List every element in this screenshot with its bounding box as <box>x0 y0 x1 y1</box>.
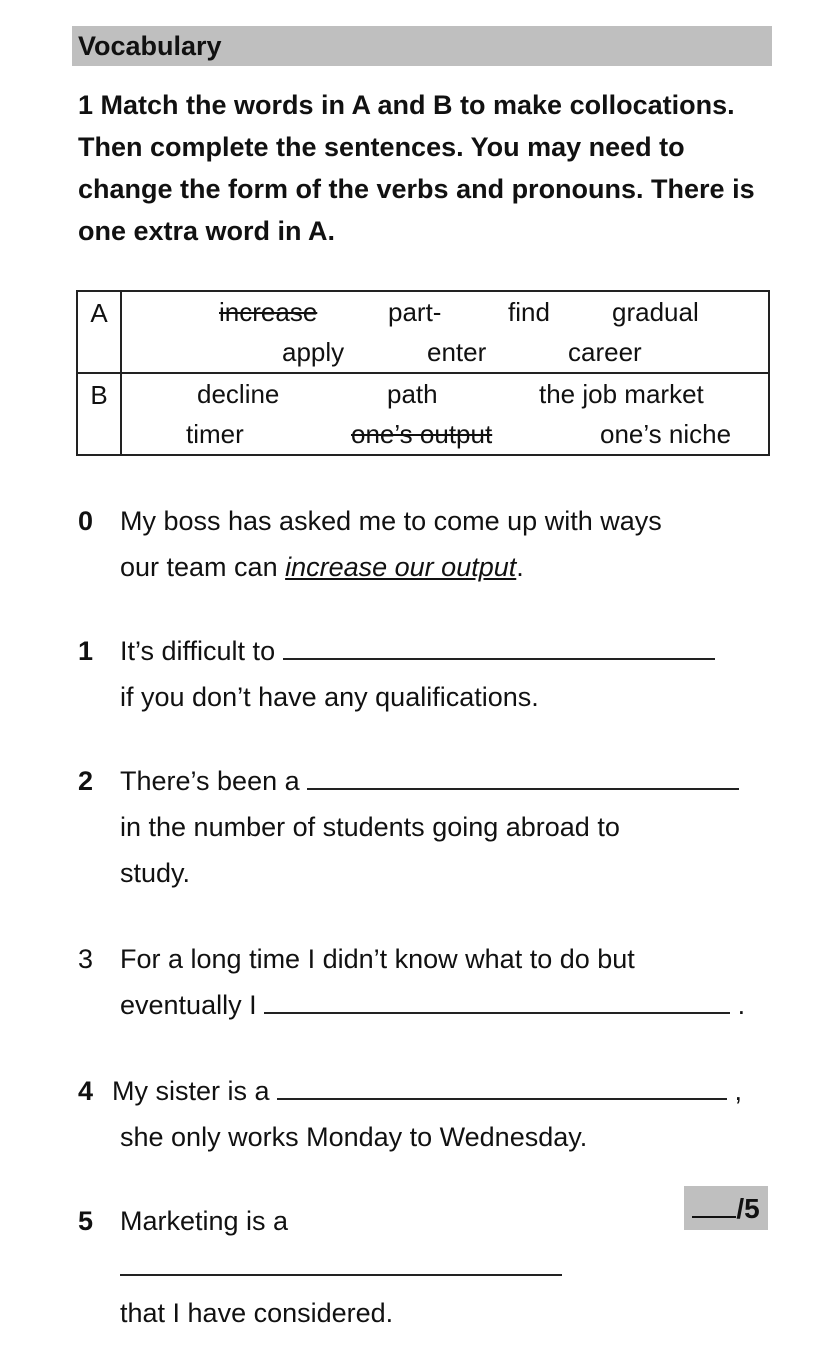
answer-blank[interactable] <box>120 1246 562 1276</box>
question-number: 4 <box>78 1076 94 1106</box>
question-number: 3 <box>78 944 94 974</box>
question-number: 2 <box>78 766 94 796</box>
question-text: It’s difficult to <box>120 636 283 666</box>
column-a-label: A <box>77 291 121 373</box>
question-text: . <box>730 990 746 1020</box>
score-box <box>684 1186 768 1230</box>
question-text: eventually I <box>120 990 265 1020</box>
answer-blank[interactable] <box>283 630 715 660</box>
word-a-1: part- <box>388 297 442 327</box>
word-a-2: find <box>508 297 550 327</box>
word-b-5: one’s niche <box>600 419 732 449</box>
question-text: . <box>516 552 524 582</box>
question-text: if you don’t have any qualifications. <box>120 682 539 712</box>
word-a-0: increase <box>219 297 318 327</box>
question-text: My boss has asked me to come up with ways <box>120 506 662 536</box>
question-number: 1 <box>78 636 94 666</box>
column-b-words <box>121 373 769 455</box>
question-text: in the number of students going abroad to <box>120 812 620 842</box>
word-b-4: one’s output <box>351 419 493 449</box>
question-text: Marketing is a <box>120 1206 289 1236</box>
answer-blank[interactable] <box>277 1070 727 1100</box>
word-box-row-a <box>77 291 769 373</box>
word-a-3: gradual <box>612 297 699 327</box>
question-text: For a long time I didn’t know what to do but <box>120 944 635 974</box>
question-text: that I have considered. <box>120 1298 394 1328</box>
answer-blank[interactable] <box>264 984 730 1014</box>
word-a-6: career <box>568 337 642 367</box>
section-title: Vocabulary <box>72 26 772 66</box>
question-text: our team can <box>120 552 286 582</box>
question-text: she only works Monday to Wednesday. <box>120 1122 588 1152</box>
word-b-0: decline <box>197 379 280 409</box>
word-box-row-b <box>77 373 769 455</box>
score-blank[interactable] <box>692 1186 736 1218</box>
question-text: My sister is a <box>112 1076 278 1106</box>
column-b-label: B <box>77 373 121 455</box>
question-text: There’s been a <box>120 766 308 796</box>
question-number: 0 <box>78 506 94 536</box>
word-b-3: timer <box>186 419 244 449</box>
example-answer: increase our output <box>285 552 517 582</box>
exercise-instructions: 1 Match the words in A and B to make collocations. Then complete the sentences. You may need to change the form of the verbs and pronouns. There is one extra word in A. <box>78 90 755 246</box>
question-text: study. <box>120 858 191 888</box>
word-b-2: the job market <box>539 379 704 409</box>
column-a-words <box>121 291 769 373</box>
word-a-5: enter <box>427 337 487 367</box>
score-total: /5 <box>736 1193 760 1224</box>
answer-blank[interactable] <box>307 760 739 790</box>
word-a-4: apply <box>282 337 345 367</box>
word-box-table <box>76 290 770 456</box>
question-text: , <box>727 1076 743 1106</box>
question-number: 5 <box>78 1206 94 1236</box>
word-b-1: path <box>387 379 438 409</box>
